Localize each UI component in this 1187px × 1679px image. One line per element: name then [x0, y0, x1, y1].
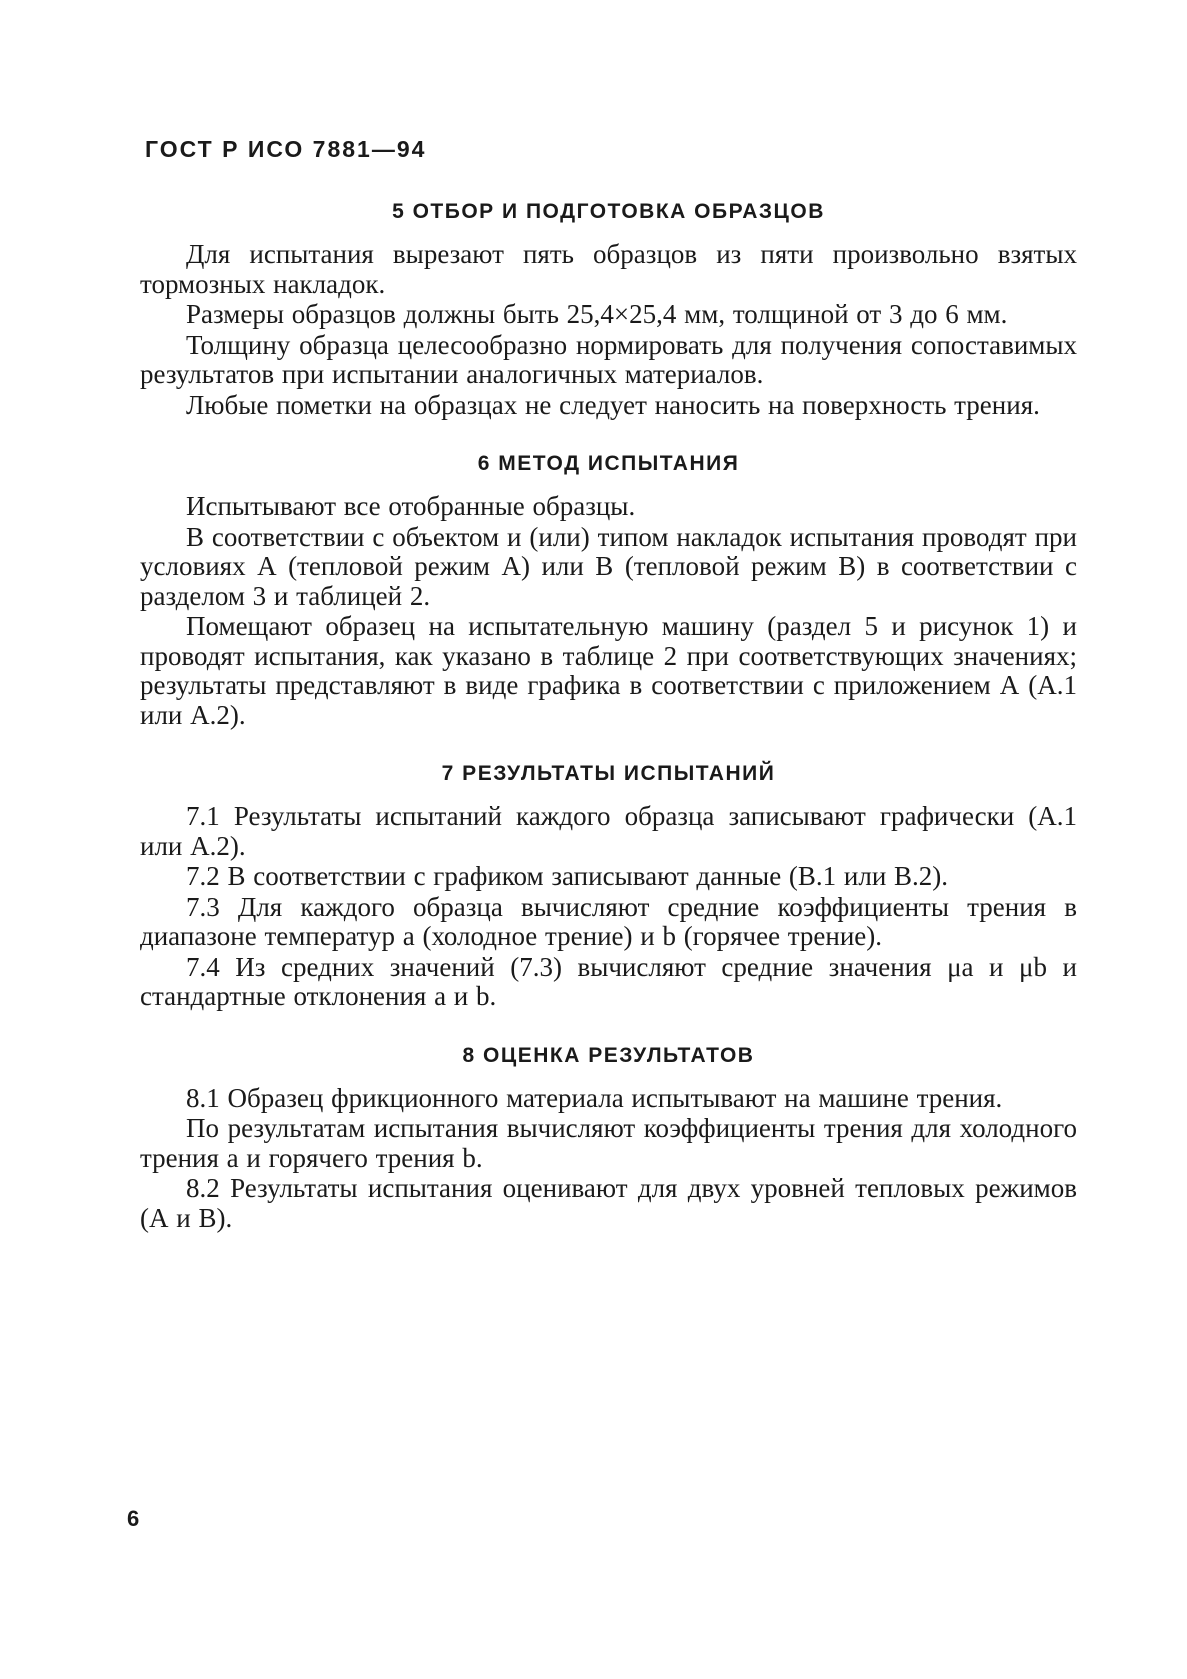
paragraph: Для испытания вырезают пять образцов из пяти произвольно взятых тормозных накладок. [140, 239, 1077, 299]
paragraph: 7.2 В соответствии с графиком записывают данные (В.1 или В.2). [186, 861, 949, 891]
document-code: ГОСТ Р ИСО 7881—94 [145, 136, 427, 162]
paragraph: Толщину образца целесообразно нормировать для получения сопоставимых результатов при испытании аналогичных материалов. [140, 329, 1077, 389]
section-6 [140, 450, 1077, 730]
document-body [140, 198, 1077, 1234]
paragraph: По результатам испытания вычисляют коэффициенты трения для холодного трения a и горячего трения b. [140, 1113, 1077, 1173]
section-title: 8 ОЦЕНКА РЕЗУЛЬТАТОВ [462, 1043, 755, 1067]
paragraph: Любые пометки на образцах не следует наносить на поверхность трения. [186, 389, 1040, 420]
section-title: 5 ОТБОР И ПОДГОТОВКА ОБРАЗЦОВ [392, 200, 825, 223]
section-8 [140, 1042, 1077, 1234]
section-5 [140, 198, 1077, 420]
paragraph: 7.4 Из средних значений (7.3) вычисляют средние значения μa и μb и стандартные отклонения a и b. [140, 951, 1077, 1011]
page-number: 6 [127, 1506, 140, 1531]
paragraph: 8.2 Результаты испытания оценивают для двух уровней тепловых режимов (А и В). [140, 1173, 1077, 1233]
paragraph: Размеры образцов должны быть 25,4×25,4 мм, толщиной от 3 до 6 мм. [186, 299, 1008, 329]
section-title: 7 РЕЗУЛЬТАТЫ ИСПЫТАНИЙ [441, 762, 776, 785]
paragraph: Испытывают все отобранные образцы. [186, 491, 636, 521]
paragraph: 8.1 Образец фрикционного материала испытывают на машине трения. [186, 1082, 1003, 1113]
paragraph: В соответствии с объектом и (или) типом накладок испытания проводят при условиях А (тепловой режим А) или В (тепловой режим В) в соответствии с разделом 3 и таблицей 2. [140, 521, 1077, 611]
paragraph: Помещают образец на испытательную машину (раздел 5 и рисунок 1) и проводят испытания, как указано в таблице 2 при соответствующих значениях; результаты представляют в виде графика в соответствии с приложением А (А.1 или А.2). [140, 611, 1077, 730]
section-7 [140, 760, 1077, 1012]
paragraph: 7.3 Для каждого образца вычисляют средние коэффициенты трения в диапазоне температур a (холодное трение) и b (горячее трение). [140, 891, 1077, 951]
section-title: 6 МЕТОД ИСПЫТАНИЯ [477, 452, 740, 475]
paragraph: 7.1 Результаты испытаний каждого образца записывают графически (А.1 или А.2). [140, 801, 1077, 861]
